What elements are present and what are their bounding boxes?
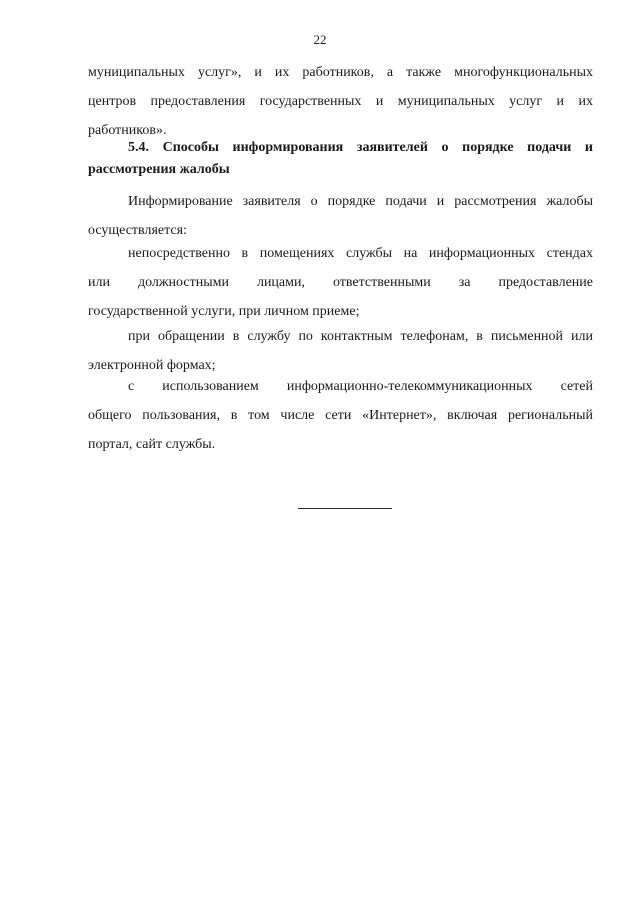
text-line: Информирование заявителя о порядке подачи и рассмотрения жалобы	[128, 194, 593, 209]
text-line: общего пользования, в том числе сети «Интернет», включая региональный	[88, 408, 593, 423]
text-line: центров предоставления государственных и муниципальных услуг и их	[88, 94, 593, 109]
text-line: портал, сайт службы.	[88, 437, 216, 452]
text-line: непосредственно в помещениях службы на информационных стендах	[128, 246, 593, 261]
text-line: с использованием информационно-телекоммуникационных сетей	[128, 379, 593, 394]
text-line: осуществляется:	[88, 223, 187, 238]
text-line: или должностными лицами, ответственными за предоставление	[88, 275, 593, 290]
text-line: государственной услуги, при личном приеме;	[88, 304, 360, 319]
list-item	[88, 239, 593, 326]
intro-paragraph	[88, 187, 593, 245]
heading-line: 5.4. Способы информирования заявителей о порядке подачи и	[128, 140, 593, 155]
text-line: муниципальных услуг», и их работников, а также многофункциональных	[88, 65, 593, 80]
text-line: при обращении в службу по контактным телефонам, в письменной или	[128, 329, 593, 344]
section-heading	[88, 137, 593, 181]
text-line: работников».	[88, 123, 167, 138]
closing-rule	[298, 508, 392, 509]
continuation-paragraph	[88, 58, 593, 145]
page-number: 22	[313, 32, 327, 47]
list-item	[88, 372, 593, 459]
text-line: электронной формах;	[88, 358, 216, 373]
heading-line: рассмотрения жалобы	[88, 162, 230, 177]
